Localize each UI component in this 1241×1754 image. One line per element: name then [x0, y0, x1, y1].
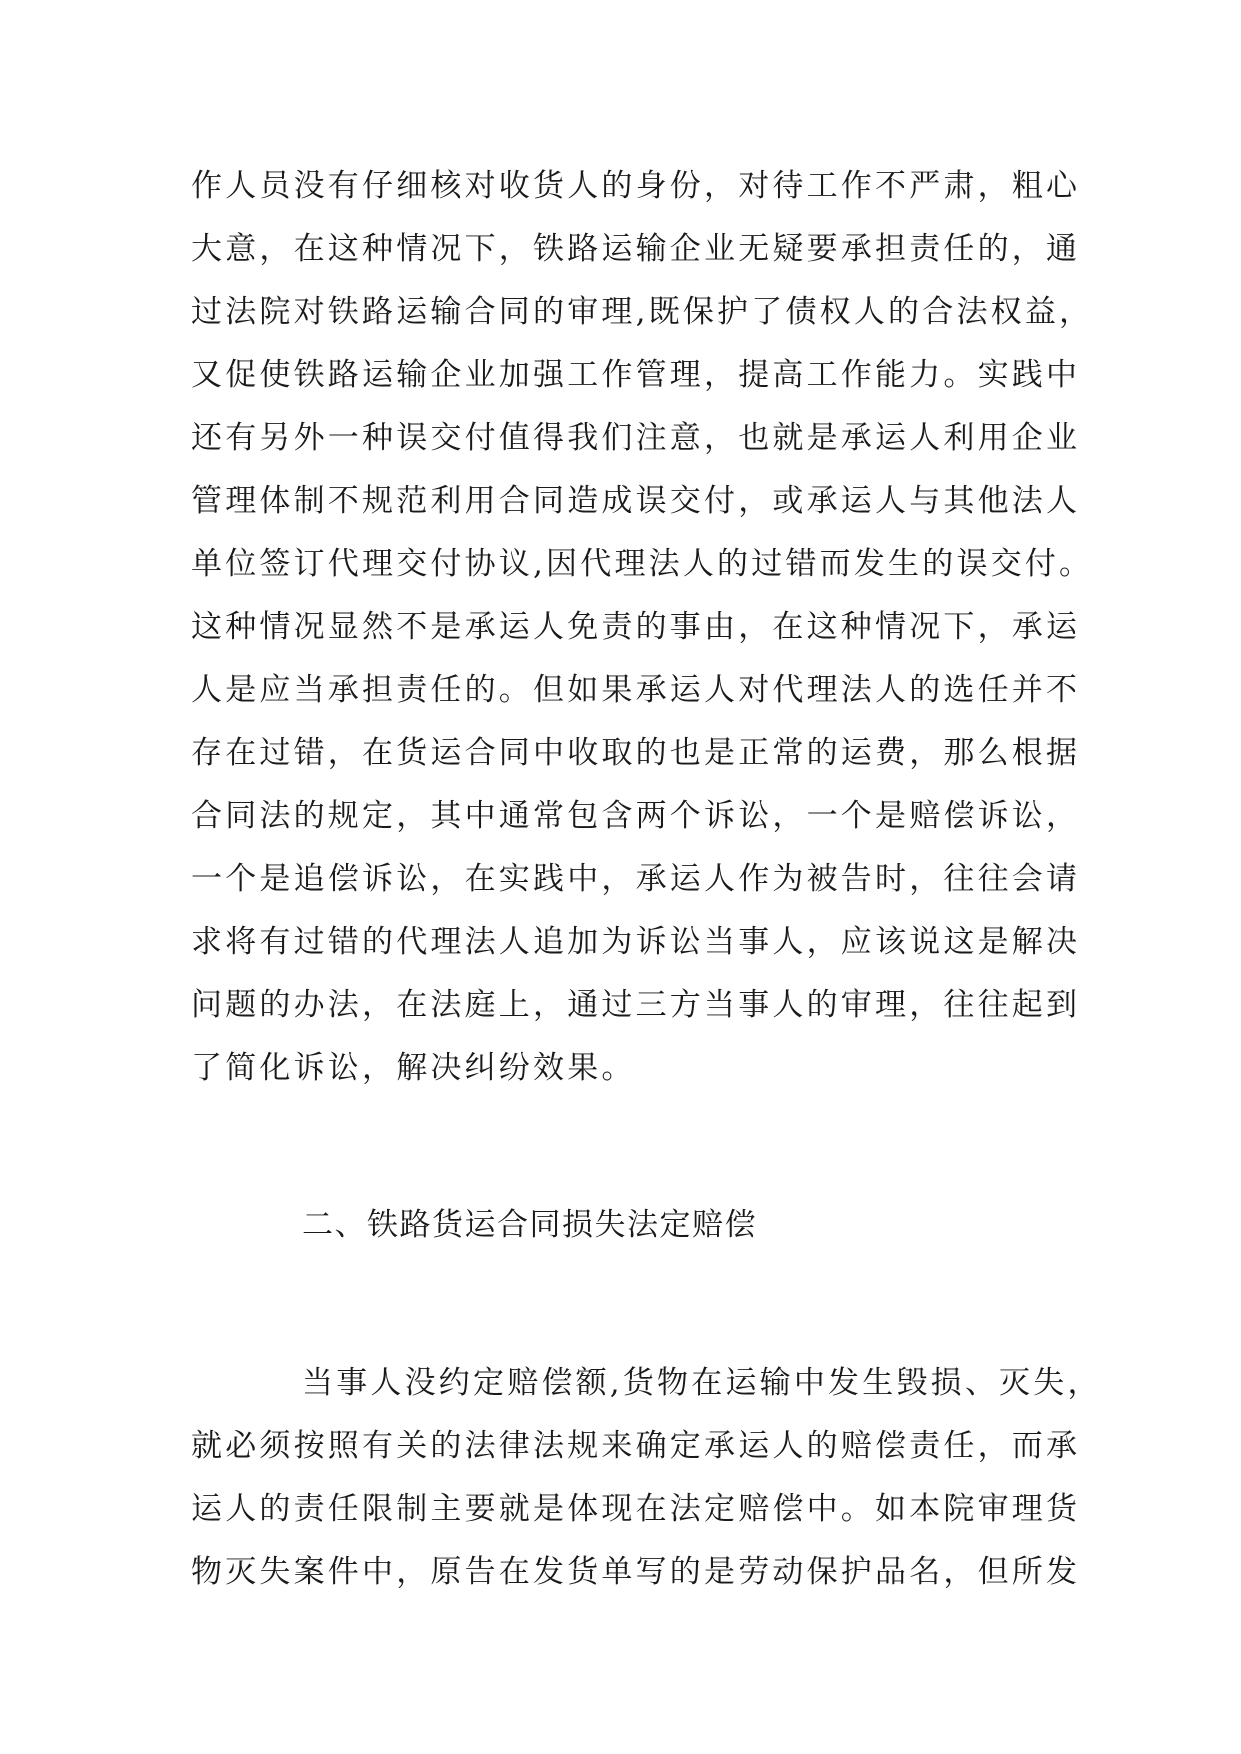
- text-line: 就必须按照有关的法律法规来确定承运人的赔偿责任，而承: [191, 1428, 1081, 1464]
- text-line: 作人员没有仔细核对收货人的身份，对待工作不严肃，粗心: [191, 168, 1081, 204]
- text-line: 求将有过错的代理法人追加为诉讼当事人，应该说这是解决: [191, 924, 1081, 960]
- text-line: 还有另外一种误交付值得我们注意，也就是承运人利用企业: [191, 420, 1081, 456]
- text-line: 一个是追偿诉讼，在实践中，承运人作为被告时，往往会请: [191, 861, 1081, 897]
- text-line: 这种情况显然不是承运人免责的事由，在这种情况下，承运: [191, 609, 1081, 645]
- text-line: 存在过错，在货运合同中收取的也是正常的运费，那么根据: [191, 735, 1081, 771]
- text-line: 管理体制不规范利用合同造成误交付，或承运人与其他法人: [191, 483, 1081, 519]
- text-line: 合同法的规定，其中通常包含两个诉讼，一个是赔偿诉讼，: [191, 798, 1081, 834]
- text-line: 人是应当承担责任的。但如果承运人对代理法人的选任并不: [191, 672, 1081, 708]
- text-line: 单位签订代理交付协议,因代理法人的过错而发生的误交付。: [191, 546, 1094, 582]
- text-line: 又促使铁路运输企业加强工作管理，提高工作能力。实践中: [191, 357, 1081, 393]
- text-line: 了简化诉讼，解决纠纷效果。: [191, 1050, 636, 1086]
- text-line: 物灭失案件中，原告在发货单写的是劳动保护品名，但所发: [191, 1554, 1081, 1590]
- text-line: 过法院对铁路运输合同的审理,既保护了债权人的合法权益，: [191, 294, 1094, 330]
- text-line: 问题的办法，在法庭上，通过三方当事人的审理，往往起到: [191, 987, 1081, 1023]
- section-heading: 二、铁路货运合同损失法定赔偿: [302, 1207, 757, 1243]
- text-line: 运人的责任限制主要就是体现在法定赔偿中。如本院审理货: [191, 1491, 1081, 1527]
- text-line: 大意，在这种情况下，铁路运输企业无疑要承担责任的，通: [191, 231, 1081, 267]
- text-line: 当事人没约定赔偿额,货物在运输中发生毁损、灭失，: [302, 1365, 1102, 1401]
